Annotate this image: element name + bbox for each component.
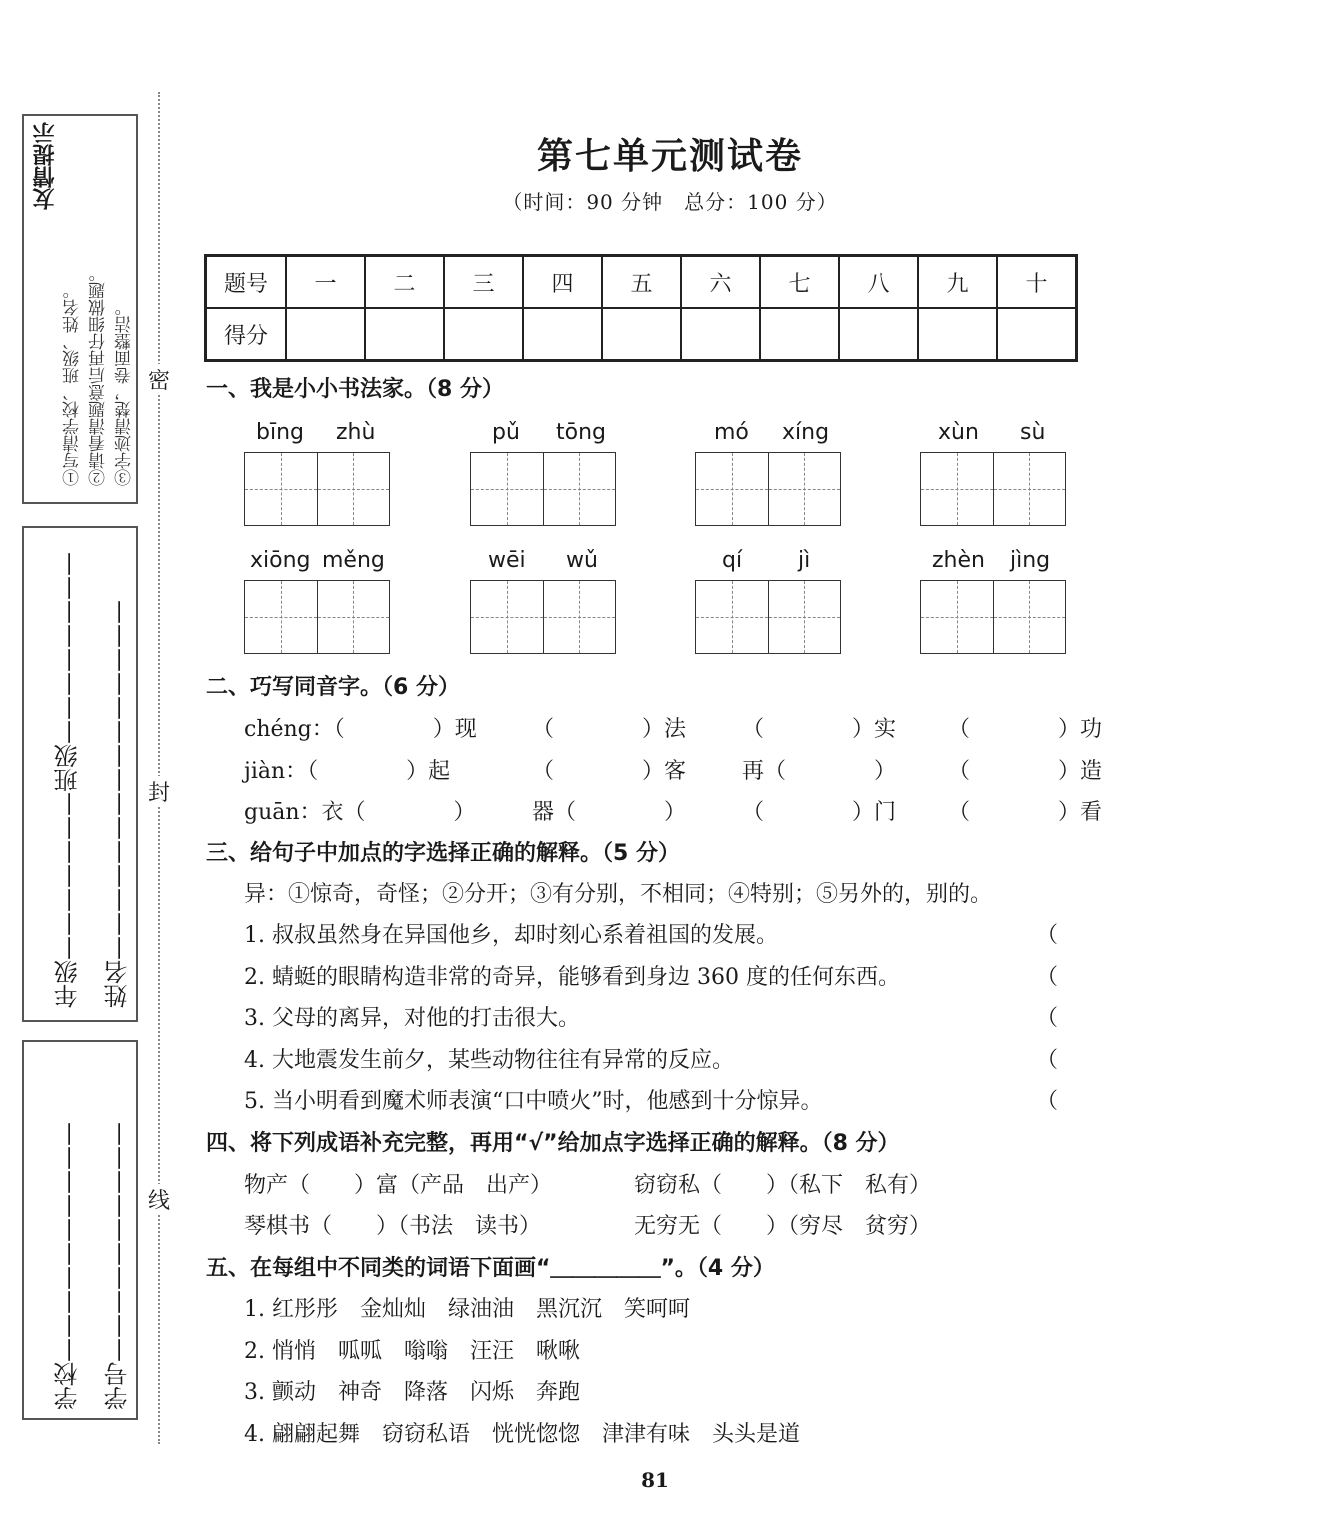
score-cell[interactable] [918, 308, 997, 361]
tip-1: ①写清学校、班级、姓名。 [63, 282, 83, 486]
section4-heading: 四、将下列成语补充完整，再用“√”给加点字选择正确的解释。（8 分） [206, 1131, 900, 1156]
col-10: 十 [997, 256, 1077, 309]
score-cell[interactable] [523, 308, 602, 361]
score-cell[interactable] [444, 308, 523, 361]
col-9: 九 [918, 256, 997, 309]
school-label: 学校—————————— [54, 1122, 82, 1410]
pinyin: qí [722, 548, 743, 573]
tip-3: ③字迹清楚，卷面整洁。 [115, 299, 135, 486]
score-cell[interactable] [602, 308, 681, 361]
row-label-score: 得分 [206, 308, 287, 361]
homophone-item: jiàn：（ ）起 [244, 759, 451, 784]
section3-heading: 三、给句子中加点的字选择正确的解释。（5 分） [206, 841, 680, 866]
score-cell[interactable] [681, 308, 760, 361]
pinyin: wǔ [566, 548, 598, 573]
writing-grid[interactable] [470, 452, 616, 526]
tip-2: ②请看清题意后再仔细做题。 [89, 265, 109, 486]
homophone-item: （ ）造 [948, 759, 1103, 784]
word-group: 1. 红彤彤 金灿灿 绿油油 黑沉沉 笑呵呵 [244, 1297, 690, 1322]
answer-bracket[interactable]: （ [1036, 1089, 1059, 1114]
answer-bracket[interactable]: （ [1036, 1048, 1059, 1073]
pinyin: xiōng [250, 548, 311, 573]
pinyin: pǔ [492, 420, 520, 445]
word-group: 3. 颤动 神奇 降落 闪烁 奔跑 [244, 1380, 580, 1405]
pinyin: sù [1020, 420, 1046, 445]
section2-heading: 二、巧写同音字。（6 分） [206, 675, 460, 700]
homophone-item: （ ）客 [532, 759, 687, 784]
exam-info: （时间：90 分钟 总分：100 分） [502, 190, 838, 214]
col-8: 八 [839, 256, 918, 309]
homophone-item: （ ）门 [742, 800, 897, 825]
school-info-box [22, 1040, 138, 1420]
pinyin: xíng [782, 420, 830, 445]
writing-grid[interactable] [920, 580, 1066, 654]
col-2: 二 [365, 256, 444, 309]
grade-label: 年级———————班级———————— [54, 552, 82, 1008]
homophone-item: 器（ ） [532, 800, 687, 825]
page-title: 第七单元测试卷 [536, 135, 803, 177]
homophone-item: chéng：（ ）现 [244, 717, 477, 742]
pinyin: měng [322, 548, 385, 573]
definition-list: 异：①惊奇，奇怪；②分开；③有分别，不相同；④特别；⑤另外的，别的。 [244, 882, 993, 907]
class-info-box [22, 526, 138, 1022]
pinyin: jì [798, 548, 811, 573]
pinyin: zhèn [932, 548, 985, 573]
score-cell[interactable] [760, 308, 839, 361]
score-cell[interactable] [839, 308, 918, 361]
answer-bracket[interactable]: （ [1036, 965, 1059, 990]
homophone-item: 再（ ） [742, 759, 897, 784]
pinyin: jìng [1010, 548, 1051, 573]
word-group: 2. 悄悄 呱呱 嗡嗡 汪汪 啾啾 [244, 1339, 580, 1364]
question-item: 1. 叔叔虽然身在异国他乡，却时刻心系着祖国的发展。 [244, 923, 778, 948]
question-item: 4. 大地震发生前夕，某些动物往往有异常的反应。 [244, 1048, 734, 1073]
question-item: 5. 当小明看到魔术师表演“口中喷火”时，他感到十分惊异。 [244, 1089, 823, 1114]
word-group: 4. 翩翩起舞 窃窃私语 恍恍惚惚 津津有味 头头是道 [244, 1422, 800, 1447]
idiom-item: 琴棋书（ ）（书法 读书） [244, 1214, 542, 1239]
name-label: 姓名——————————————— [104, 600, 132, 1008]
idiom-item: 物产（ ）富（产品 出产） [244, 1173, 553, 1198]
col-7: 七 [760, 256, 839, 309]
writing-grid[interactable] [695, 580, 841, 654]
idiom-item: 无穷无（ ）（穷尽 贫穷） [634, 1214, 932, 1239]
pinyin: tōng [556, 420, 606, 445]
homophone-item: （ ）功 [948, 717, 1103, 742]
pinyin: mó [714, 420, 749, 445]
homophone-item: （ ）实 [742, 717, 897, 742]
answer-bracket[interactable]: （ [1036, 923, 1059, 948]
tips-title: 友情提示 [33, 122, 58, 210]
pinyin: bīng [256, 420, 304, 445]
homophone-item: （ ）法 [532, 717, 687, 742]
col-1: 一 [286, 256, 365, 309]
section1-heading: 一、我是小小书法家。（8 分） [206, 377, 504, 402]
pinyin: wēi [488, 548, 526, 573]
writing-grid[interactable] [244, 580, 390, 654]
col-6: 六 [681, 256, 760, 309]
question-item: 2. 蜻蜓的眼睛构造非常的奇异，能够看到身边 360 度的任何东西。 [244, 965, 900, 990]
pinyin: zhù [336, 420, 376, 445]
seal-word-feng: 封 [148, 776, 170, 807]
seal-word-xian: 线 [148, 1184, 170, 1215]
answer-bracket[interactable]: （ [1036, 1006, 1059, 1031]
writing-grid[interactable] [244, 452, 390, 526]
writing-grid[interactable] [695, 452, 841, 526]
score-cell[interactable] [286, 308, 365, 361]
col-5: 五 [602, 256, 681, 309]
score-table-score-row [206, 308, 1077, 361]
score-table-header-row [206, 256, 1077, 309]
seal-word-mi: 密 [148, 364, 170, 395]
writing-grid[interactable] [920, 452, 1066, 526]
binding-dotted-line [158, 92, 160, 1444]
col-4: 四 [523, 256, 602, 309]
page-number: 81 [641, 1468, 669, 1492]
score-table [204, 254, 1078, 362]
question-item: 3. 父母的离异，对他的打击很大。 [244, 1006, 580, 1031]
homophone-item: （ ）看 [948, 800, 1103, 825]
score-cell[interactable] [997, 308, 1077, 361]
student-no-label: 学号—————————— [104, 1122, 132, 1410]
pinyin: xùn [938, 420, 979, 445]
homophone-item: guān：衣（ ） [244, 800, 476, 825]
score-cell[interactable] [365, 308, 444, 361]
section5-heading: 五、在每组中不同类的词语下面画“＿＿＿＿＿”。（4 分） [206, 1256, 775, 1281]
writing-grid[interactable] [470, 580, 616, 654]
idiom-item: 窃窃私（ ）（私下 私有） [634, 1173, 932, 1198]
col-3: 三 [444, 256, 523, 309]
row-label-question-no: 题号 [206, 256, 287, 309]
